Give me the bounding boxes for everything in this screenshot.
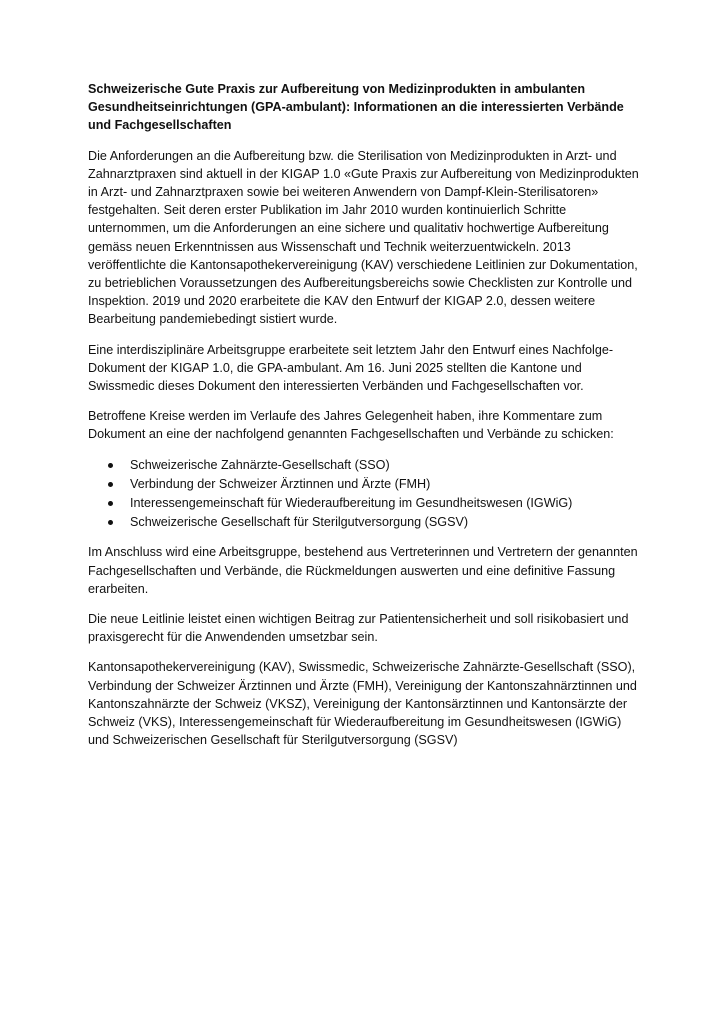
- document-title: Schweizerische Gute Praxis zur Aufbereitung von Medizinprodukten in ambulanten Gesundheitseinrichtungen (GPA-ambulant): Informationen an die interessierten Verbände und Fachgesellschaften: [88, 82, 624, 133]
- consultation-paragraph: Betroffene Kreise werden im Verlaufe des Jahres Gelegenheit haben, ihre Kommentare zum Dokument an eine der nachfolgend genannten Fachgesellschaften und Verbände zu schicken:: [88, 409, 614, 442]
- document-body: [88, 80, 644, 762]
- purpose-paragraph: Die neue Leitlinie leistet einen wichtigen Beitrag zur Patientensicherheit und soll risikobasiert und praxisgerecht für die Anwendenden umsetzbar sein.: [88, 612, 629, 645]
- list-item: [88, 494, 644, 512]
- list-item-label: Schweizerische Zahnärzte-Gesellschaft (SSO): [130, 457, 390, 472]
- bullet-icon: [108, 463, 113, 468]
- follow-up-paragraph: Im Anschluss wird eine Arbeitsgruppe, bestehend aus Vertreterinnen und Vertretern der genannten Fachgesellschaften und Verbände, die Rückmeldungen auswerten und eine definitive Fassung erarbeiten.: [88, 545, 638, 596]
- list-item-label: Schweizerische Gesellschaft für Sterilgutversorgung (SGSV): [130, 515, 469, 530]
- list-item: [88, 513, 644, 531]
- signatories-paragraph: Kantonsapothekervereinigung (KAV), Swissmedic, Schweizerische Zahnärzte-Gesellschaft (SSO), Verbindung der Schweizer Ärztinnen und Ärzte (FMH), Vereinigung der Kantonszahnärztinnen und Kantonszahnärzte der Schweiz (VKSZ), Vereinigung der Kantonsärztinnen und Kantonsärzte der Schweiz (VKS), Interessengemeinschaft für Wiederaufbereitung im Gesundheitswesen (IGWiG) und Schweizerischen Gesellschaft für Sterilgutversorgung (SGSV): [88, 660, 637, 748]
- list-item-label: Interessengemeinschaft für Wiederaufbereitung im Gesundheitswesen (IGWiG): [130, 496, 573, 511]
- list-item-label: Verbindung der Schweizer Ärztinnen und Ärzte (FMH): [130, 476, 431, 491]
- bullet-icon: [108, 501, 113, 506]
- bullet-icon: [108, 482, 113, 487]
- list-item: [88, 456, 644, 474]
- intro-paragraph: Die Anforderungen an die Aufbereitung bzw. die Sterilisation von Medizinprodukten in Arzt- und Zahnarztpraxen sind aktuell in der KIGAP 1.0 «Gute Praxis zur Aufbereitung von Medizinprodukten in Arzt- und Zahnarztpraxen sowie bei weiteren Anwendern von Dampf-Klein-Sterilisatoren» festgehalten. Seit deren erster Publikation im Jahr 2010 wurden kontinuierlich Schritte unternommen, um die Anforderungen an eine sichere und qualitativ hochwertige Aufbereitung gemäss neuen Erkenntnissen aus Wissenschaft und Technik weiterzuentwickeln. 2013 veröffentlichte die Kantonsapothekervereinigung (KAV) verschiedene Leitlinien zur Dokumentation, zu betrieblichen Voraussetzungen des Aufbereitungsbereichs sowie Checklisten zur Kontrolle und Inspektion. 2019 und 2020 erarbeitete die KAV den Entwurf der KIGAP 2.0, dessen weitere Bearbeitung pandemiebedingt sistiert wurde.: [88, 148, 639, 327]
- working-group-paragraph: Eine interdisziplinäre Arbeitsgruppe erarbeitete seit letztem Jahr den Entwurf eines Nachfolge-Dokument der KIGAP 1.0, die GPA-ambulant. Am 16. Juni 2025 stellten die Kantone und Swissmedic dieses Dokument den interessierten Verbänden und Fachgesellschaften vor.: [88, 342, 614, 394]
- list-item: [88, 475, 644, 493]
- organisation-list: [88, 456, 644, 532]
- bullet-icon: [108, 520, 113, 525]
